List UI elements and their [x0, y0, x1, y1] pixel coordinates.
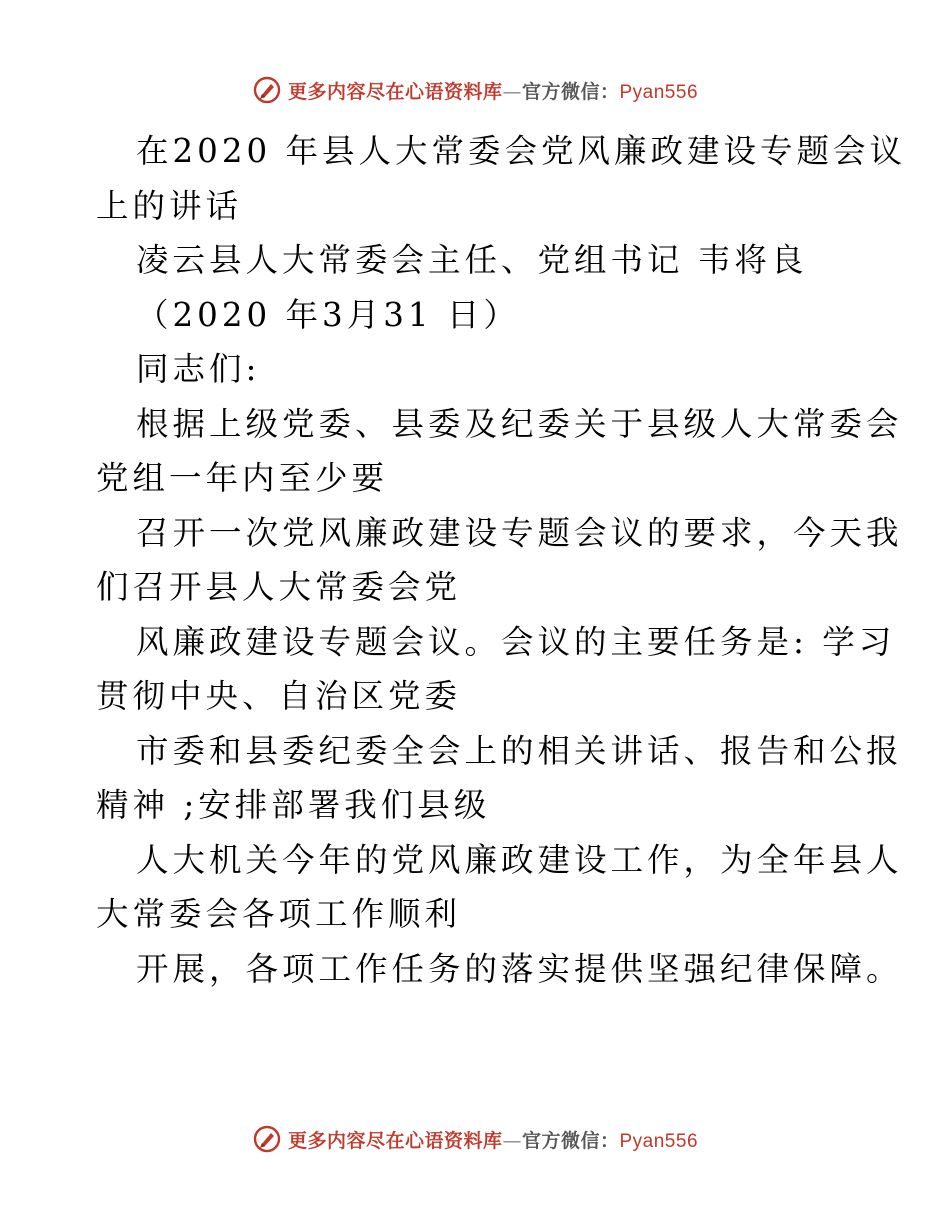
document-line: 风廉政建设专题会议。会议的主要任务是: 学习	[136, 622, 896, 661]
document-line: 根据上级党委、县委及纪委关于县级人大常委会	[136, 404, 903, 443]
document-line: 们召开县人大常委会党	[96, 568, 462, 606]
document-line: 上的讲话	[96, 186, 243, 225]
document-line: 贯彻中央、自治区党委	[96, 677, 462, 715]
document-line: 凌云县人大常委会主任、党组书记 韦将良	[136, 241, 808, 279]
document-line: 精神 ;安排部署我们县级	[96, 786, 491, 824]
document-line: 召开一次党风廉政建设专题会议的要求，今天我	[136, 513, 903, 552]
watermark-id: Pyan556	[619, 81, 699, 103]
document-line: 同志们:	[136, 350, 261, 388]
pen-nib-logo-icon	[252, 1124, 282, 1154]
pen-nib-logo-icon	[252, 75, 282, 105]
watermark-id: Pyan556	[619, 1130, 699, 1152]
document-line: （2020 年3月31 日）	[136, 295, 520, 334]
watermark-dash: —	[502, 80, 522, 103]
footer-watermark	[0, 1121, 950, 1157]
document-body	[96, 124, 907, 996]
watermark-dash: —	[502, 1129, 522, 1152]
document-line: 大常委会各项工作顺利	[96, 895, 462, 933]
watermark-main: 更多内容尽在心语资料库	[287, 80, 503, 103]
document-line: 人大机关今年的党风廉政建设工作，为全年县人	[136, 840, 903, 879]
watermark-sub: 官方微信：	[521, 80, 620, 103]
header-watermark	[0, 72, 950, 108]
document-title-line: 在2020 年县人大常委会党风廉政建设专题会议	[136, 132, 907, 170]
document-line: 党组一年内至少要	[96, 459, 389, 497]
watermark-text	[288, 77, 698, 104]
watermark-text	[288, 1126, 698, 1153]
document-line: 市委和县委纪委全会上的相关讲话、报告和公报	[136, 731, 903, 770]
watermark-main: 更多内容尽在心语资料库	[287, 1129, 503, 1152]
watermark-sub: 官方微信：	[521, 1129, 620, 1152]
document-line: 开展，各项工作任务的落实提供坚强纪律保障。	[136, 949, 903, 988]
